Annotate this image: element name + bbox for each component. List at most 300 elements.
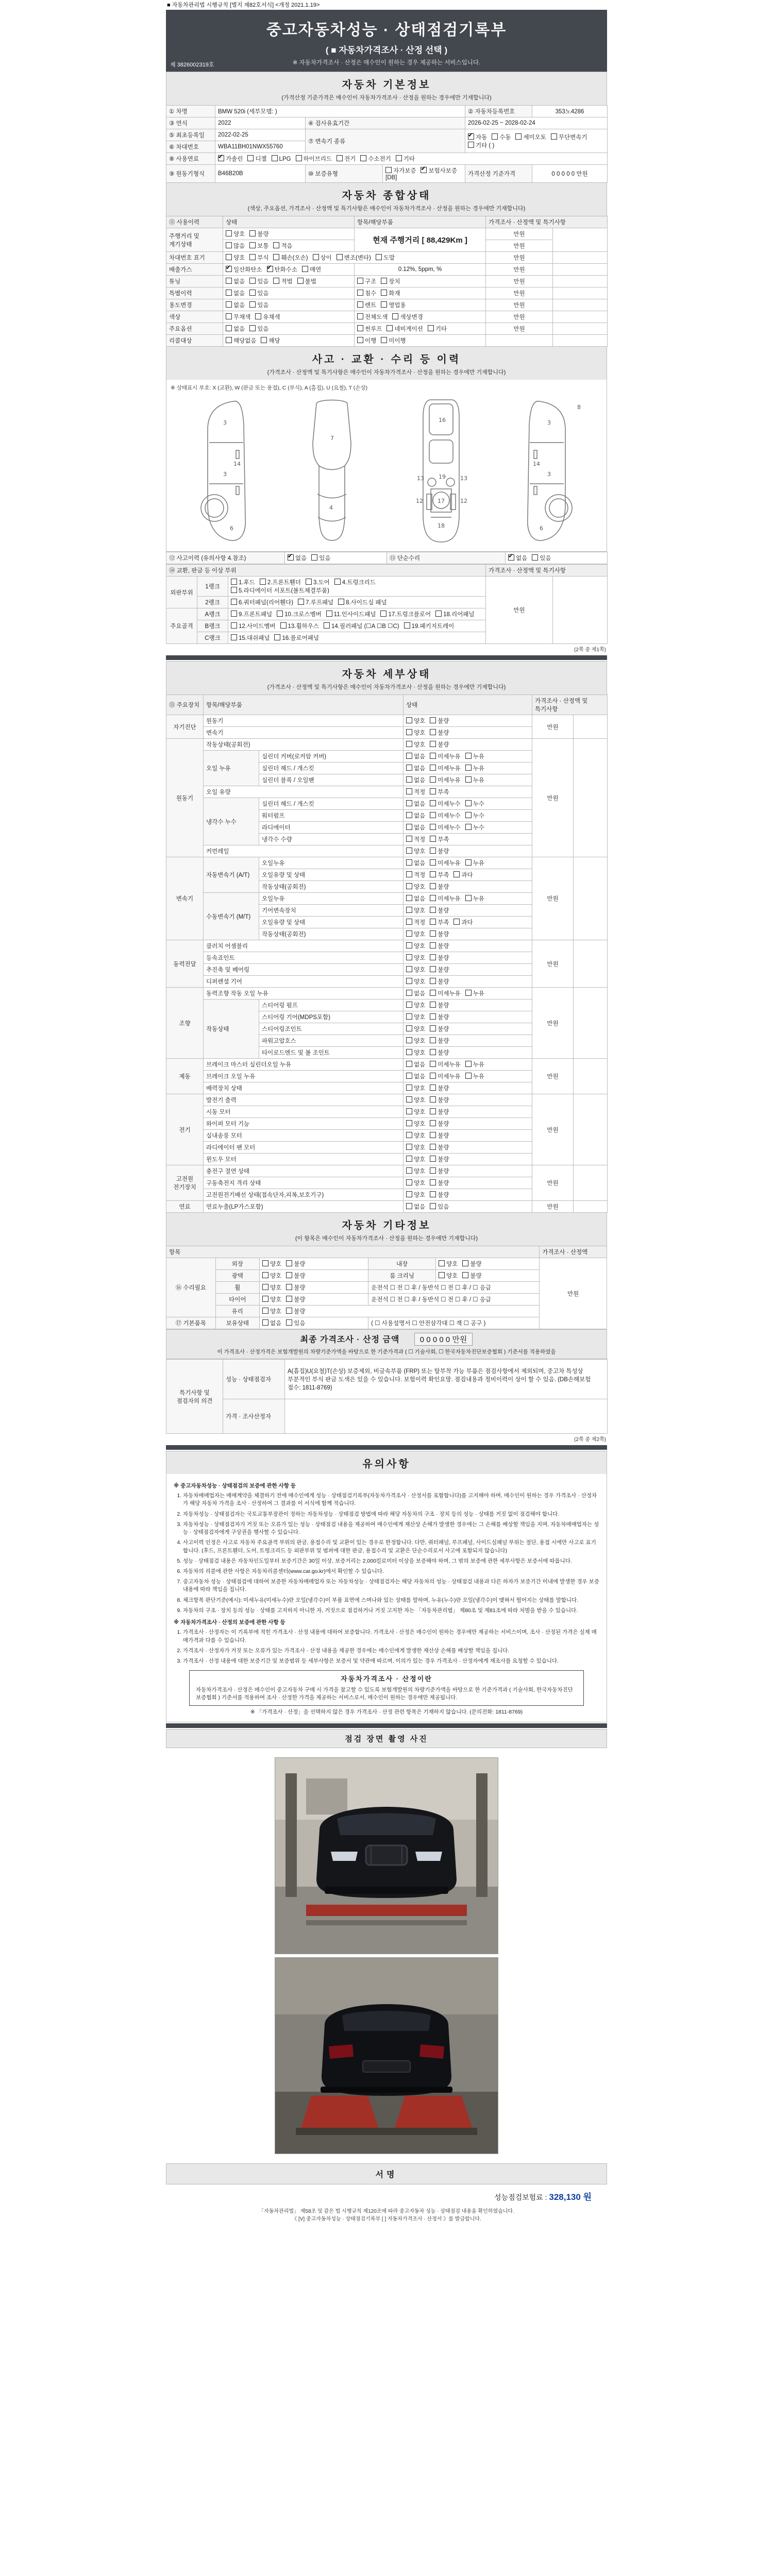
checkbox-option[interactable]: 양호 (406, 906, 425, 914)
checkbox-icon[interactable] (430, 776, 436, 783)
checkbox-icon[interactable] (465, 895, 472, 901)
checkbox-option[interactable]: 10.크로스멤버 (277, 610, 322, 618)
checkbox-icon[interactable] (262, 1296, 268, 1302)
checkbox-option[interactable]: 디젤 (247, 155, 266, 163)
checkbox-option[interactable]: 없음 (406, 1072, 425, 1080)
checkbox-option[interactable]: 없음 (226, 289, 245, 297)
checkbox-icon[interactable] (249, 254, 256, 260)
checkbox-icon[interactable] (280, 622, 287, 629)
checkbox-option[interactable]: 기타 (428, 325, 447, 333)
checkbox-icon[interactable] (406, 1120, 412, 1126)
checkbox-icon[interactable] (231, 634, 237, 640)
checkbox-option[interactable]: 불량 (430, 1001, 449, 1009)
checkbox-icon[interactable] (406, 907, 412, 913)
checkbox-option[interactable]: 13.휠하우스 (280, 622, 319, 630)
checkbox-option[interactable]: 변조(변타) (337, 253, 371, 262)
checkbox-icon[interactable] (249, 325, 256, 331)
checkbox-icon[interactable] (430, 1108, 436, 1114)
checkbox-icon[interactable] (286, 1284, 292, 1290)
checkbox-option[interactable]: 불량 (249, 230, 268, 238)
checkbox-option[interactable]: 불량 (430, 1025, 449, 1033)
checkbox-option[interactable]: 불량 (430, 965, 449, 974)
checkbox-option[interactable]: 침수 (357, 289, 376, 297)
checkbox-option[interactable]: 썬루프 (357, 325, 382, 333)
checkbox-option[interactable]: 있음 (249, 289, 268, 297)
checkbox-icon[interactable] (430, 1167, 436, 1174)
checkbox-icon[interactable] (273, 278, 279, 284)
checkbox-icon[interactable] (465, 859, 472, 866)
checkbox-option[interactable]: ✔ 없음 (508, 554, 527, 562)
checkbox-icon[interactable] (430, 919, 436, 925)
checkbox-option[interactable]: 3.도어 (306, 578, 330, 586)
checkbox-option[interactable]: 12.사이드멤버 (231, 622, 276, 630)
checkbox-option[interactable]: 미세누유 (430, 1060, 460, 1069)
checkbox-icon[interactable] (386, 325, 393, 331)
checkbox-icon[interactable] (337, 155, 343, 161)
checkbox-icon[interactable] (272, 155, 278, 161)
checkbox-option[interactable]: 미세누수 (430, 800, 460, 808)
checkbox-icon[interactable] (430, 978, 436, 984)
checkbox-option[interactable]: 양호 (406, 847, 425, 855)
checkbox-option[interactable]: 있음 (249, 277, 268, 285)
checkbox-option[interactable]: 없음 (406, 823, 425, 832)
checkbox-option[interactable]: 불량 (430, 1179, 449, 1187)
checkbox-icon[interactable] (465, 1073, 472, 1079)
checkbox-icon[interactable] (406, 919, 412, 925)
checkbox-icon[interactable] (406, 1025, 412, 1031)
checkbox-icon[interactable] (357, 290, 363, 296)
checkbox-option[interactable]: 없음 (262, 1319, 281, 1327)
checkbox-option[interactable]: 양호 (406, 1096, 425, 1104)
checkbox-icon[interactable] (430, 848, 436, 854)
checkbox-option[interactable]: 있음 (249, 325, 268, 333)
checkbox-icon[interactable] (406, 1179, 412, 1185)
checkbox-icon[interactable] (338, 599, 344, 605)
checkbox-option[interactable]: 도말 (376, 253, 395, 262)
checkbox-icon[interactable] (326, 611, 332, 617)
checkbox-icon[interactable] (380, 611, 386, 617)
checkbox-icon[interactable] (406, 1084, 412, 1091)
checkbox-icon[interactable] (406, 800, 412, 806)
checkbox-option[interactable]: 없음 (406, 859, 425, 867)
checkbox-icon[interactable] (439, 1272, 445, 1278)
checkbox-option[interactable]: 적음 (273, 242, 292, 250)
checkbox-icon[interactable] (274, 634, 280, 640)
checkbox-icon[interactable] (226, 337, 232, 343)
checkbox-icon[interactable] (262, 1272, 268, 1278)
checkbox-icon[interactable] (273, 242, 279, 248)
checkbox-option[interactable]: 있음 (286, 1319, 305, 1327)
checkbox-option[interactable]: 양호 (406, 883, 425, 891)
checkbox-icon[interactable] (406, 812, 412, 818)
checkbox-option[interactable]: 양호 (406, 1025, 425, 1033)
checkbox-icon[interactable] (406, 836, 412, 842)
checkbox-option[interactable]: 양호 (406, 1013, 425, 1021)
checkbox-icon[interactable] (430, 800, 436, 806)
checkbox-option[interactable]: 양호 (262, 1272, 281, 1280)
checkbox-option[interactable]: 없음 (226, 277, 245, 285)
checkbox-icon[interactable] (430, 895, 436, 901)
checkbox-option[interactable]: 적법 (273, 277, 292, 285)
checkbox-option[interactable]: 보통 (249, 242, 268, 250)
checkbox-icon[interactable] (218, 155, 224, 161)
checkbox-icon[interactable] (465, 812, 472, 818)
checkbox-icon[interactable] (430, 942, 436, 948)
checkbox-option[interactable]: 해당 (261, 336, 280, 345)
checkbox-option[interactable]: 양호 (406, 977, 425, 986)
checkbox-option[interactable]: ✔ 일산화탄소 (226, 265, 262, 274)
checkbox-icon[interactable] (406, 1013, 412, 1020)
checkbox-option[interactable]: 미세누수 (430, 811, 460, 820)
checkbox-option[interactable]: 구조 (357, 277, 376, 285)
checkbox-option[interactable]: 적정 (406, 835, 425, 843)
checkbox-option[interactable]: 과다 (453, 871, 473, 879)
checkbox-option[interactable]: 불량 (430, 728, 449, 737)
checkbox-option[interactable]: 양호 (406, 728, 425, 737)
checkbox-option[interactable]: 없음 (406, 811, 425, 820)
checkbox-icon[interactable] (277, 611, 283, 617)
checkbox-icon[interactable] (357, 325, 363, 331)
checkbox-option[interactable]: 미세누유 (430, 764, 460, 772)
checkbox-icon[interactable] (249, 301, 256, 308)
checkbox-icon[interactable] (430, 1156, 436, 1162)
checkbox-option[interactable]: 누유 (465, 1072, 484, 1080)
checkbox-option[interactable]: 불량 (430, 1155, 449, 1163)
checkbox-option[interactable]: 미세누유 (430, 752, 460, 760)
checkbox-icon[interactable] (357, 301, 363, 308)
checkbox-icon[interactable] (249, 290, 256, 296)
checkbox-option[interactable]: 양호 (406, 1001, 425, 1009)
checkbox-option[interactable]: 수소전기 (360, 155, 391, 163)
checkbox-icon[interactable] (324, 622, 330, 629)
checkbox-icon[interactable] (406, 859, 412, 866)
checkbox-option[interactable]: 누수 (465, 800, 484, 808)
checkbox-icon[interactable] (406, 1061, 412, 1067)
checkbox-icon[interactable] (430, 1061, 436, 1067)
checkbox-option[interactable]: 19.패키지트레이 (404, 622, 455, 630)
checkbox-icon[interactable] (286, 1272, 292, 1278)
checkbox-icon[interactable] (226, 278, 232, 284)
checkbox-option[interactable]: 양호 (262, 1307, 281, 1315)
checkbox-icon[interactable] (286, 1319, 292, 1326)
checkbox-icon[interactable] (262, 1260, 268, 1266)
checkbox-icon[interactable] (406, 954, 412, 960)
checkbox-icon[interactable] (430, 1144, 436, 1150)
checkbox-option[interactable]: 6.쿼터패널(리어휀다) (231, 598, 293, 606)
checkbox-icon[interactable] (430, 753, 436, 759)
checkbox-icon[interactable] (439, 1260, 445, 1266)
checkbox-icon[interactable] (430, 1049, 436, 1055)
checkbox-option[interactable]: 없음 (406, 752, 425, 760)
checkbox-icon[interactable] (247, 155, 254, 161)
checkbox-option[interactable]: 불량 (430, 1191, 449, 1199)
checkbox-option[interactable]: 17.트렁크플로어 (380, 610, 431, 618)
checkbox-icon[interactable] (430, 836, 436, 842)
checkbox-icon[interactable] (465, 776, 472, 783)
checkbox-icon[interactable] (406, 776, 412, 783)
checkbox-option[interactable]: 양호 (406, 1048, 425, 1057)
checkbox-icon[interactable] (406, 824, 412, 830)
checkbox-option[interactable]: 양호 (406, 1108, 425, 1116)
checkbox-option[interactable]: 미이행 (381, 336, 406, 345)
checkbox-option[interactable]: 불법 (297, 277, 316, 285)
checkbox-icon[interactable] (430, 812, 436, 818)
checkbox-option[interactable]: 불량 (430, 847, 449, 855)
checkbox-icon[interactable] (551, 133, 557, 140)
checkbox-icon[interactable] (306, 579, 312, 585)
checkbox-icon[interactable] (249, 230, 256, 236)
checkbox-option[interactable]: 상이 (313, 253, 332, 262)
checkbox-icon[interactable] (255, 313, 261, 319)
checkbox-option[interactable]: 적정 (406, 871, 425, 879)
checkbox-icon[interactable] (231, 622, 237, 629)
checkbox-option[interactable]: 수동 (492, 133, 511, 141)
checkbox-option[interactable]: 양호 (406, 1167, 425, 1175)
checkbox-option[interactable]: 영업용 (381, 301, 406, 309)
checkbox-option[interactable]: 하이브리드 (296, 155, 332, 163)
checkbox-icon[interactable] (430, 990, 436, 996)
checkbox-option[interactable]: 누유 (465, 894, 484, 903)
checkbox-option[interactable]: 누유 (465, 776, 484, 784)
checkbox-option[interactable]: 불량 (286, 1307, 305, 1315)
checkbox-option[interactable]: 불량 (430, 1131, 449, 1140)
checkbox-option[interactable]: 적정 (406, 918, 425, 926)
checkbox-icon[interactable] (396, 155, 402, 161)
checkbox-option[interactable]: 2.프론트휀더 (260, 578, 301, 586)
checkbox-option[interactable]: 있음 (311, 554, 330, 562)
checkbox-option[interactable]: 있음 (532, 554, 551, 562)
checkbox-icon[interactable] (249, 242, 256, 248)
checkbox-icon[interactable] (267, 266, 273, 272)
checkbox-icon[interactable] (406, 1156, 412, 1162)
checkbox-option[interactable]: 미세누유 (430, 989, 460, 997)
checkbox-option[interactable]: 누유 (465, 989, 484, 997)
checkbox-option[interactable]: 8.사이드실 패널 (338, 598, 386, 606)
checkbox-icon[interactable] (508, 554, 514, 561)
checkbox-option[interactable]: 양호 (406, 954, 425, 962)
checkbox-option[interactable]: ✔ 없음 (288, 554, 307, 562)
checkbox-option[interactable]: 과다 (453, 918, 473, 926)
checkbox-icon[interactable] (231, 611, 237, 617)
checkbox-option[interactable]: 전체도색 (357, 313, 388, 321)
checkbox-option[interactable]: 누유 (465, 1060, 484, 1069)
checkbox-option[interactable]: 없음 (406, 776, 425, 784)
checkbox-icon[interactable] (337, 254, 343, 260)
checkbox-option[interactable]: 미세누유 (430, 894, 460, 903)
checkbox-option[interactable]: 화재 (381, 289, 400, 297)
checkbox-icon[interactable] (468, 142, 474, 148)
checkbox-option[interactable]: 불량 (430, 906, 449, 914)
checkbox-icon[interactable] (262, 1284, 268, 1290)
checkbox-icon[interactable] (430, 907, 436, 913)
checkbox-option[interactable]: 없음 (226, 325, 245, 333)
checkbox-option[interactable]: 16.플로어패널 (274, 634, 319, 642)
checkbox-icon[interactable] (262, 1308, 268, 1314)
checkbox-option[interactable]: 불량 (430, 1037, 449, 1045)
checkbox-option[interactable]: 불량 (430, 1048, 449, 1057)
checkbox-icon[interactable] (406, 1132, 412, 1138)
checkbox-option[interactable]: 누유 (465, 859, 484, 867)
checkbox-icon[interactable] (465, 990, 472, 996)
checkbox-option[interactable]: 4.트렁크리드 (334, 578, 376, 586)
checkbox-icon[interactable] (430, 1013, 436, 1020)
checkbox-icon[interactable] (430, 717, 436, 723)
checkbox-option[interactable]: 부족 (430, 918, 449, 926)
checkbox-icon[interactable] (406, 1108, 412, 1114)
checkbox-option[interactable]: 적정 (406, 788, 425, 796)
checkbox-option[interactable]: 양호 (406, 1131, 425, 1140)
checkbox-option[interactable]: 세미오토 (515, 133, 546, 141)
checkbox-option[interactable]: 무단변속기 (551, 133, 587, 141)
checkbox-icon[interactable] (231, 579, 237, 585)
checkbox-option[interactable]: ✔ 보험사보증 (421, 166, 457, 175)
checkbox-option[interactable]: 불량 (462, 1272, 481, 1280)
checkbox-option[interactable]: 매연 (302, 265, 321, 274)
checkbox-option[interactable]: 불량 (462, 1260, 481, 1268)
checkbox-icon[interactable] (298, 599, 304, 605)
checkbox-option[interactable]: 부식 (249, 253, 268, 262)
checkbox-option[interactable]: 미세누유 (430, 859, 460, 867)
checkbox-option[interactable]: 렌트 (357, 301, 376, 309)
checkbox-icon[interactable] (226, 266, 232, 272)
checkbox-icon[interactable] (226, 325, 232, 331)
checkbox-option[interactable]: 9.프론트패널 (231, 610, 272, 618)
checkbox-icon[interactable] (288, 554, 294, 561)
checkbox-icon[interactable] (430, 788, 436, 794)
checkbox-option[interactable]: 양호 (406, 942, 425, 950)
checkbox-icon[interactable] (462, 1260, 468, 1266)
checkbox-icon[interactable] (406, 990, 412, 996)
checkbox-option[interactable]: 불량 (430, 1108, 449, 1116)
checkbox-icon[interactable] (231, 599, 237, 605)
checkbox-icon[interactable] (286, 1296, 292, 1302)
checkbox-icon[interactable] (465, 1061, 472, 1067)
checkbox-icon[interactable] (406, 966, 412, 972)
checkbox-icon[interactable] (406, 1049, 412, 1055)
checkbox-icon[interactable] (226, 301, 232, 308)
checkbox-icon[interactable] (296, 155, 302, 161)
checkbox-option[interactable]: 많음 (226, 242, 245, 250)
checkbox-icon[interactable] (430, 1025, 436, 1031)
checkbox-option[interactable]: 양호 (262, 1295, 281, 1303)
checkbox-icon[interactable] (515, 133, 522, 140)
checkbox-option[interactable]: 양호 (226, 253, 245, 262)
checkbox-icon[interactable] (406, 1073, 412, 1079)
checkbox-option[interactable]: 불량 (286, 1272, 305, 1280)
checkbox-icon[interactable] (430, 765, 436, 771)
checkbox-icon[interactable] (406, 788, 412, 794)
checkbox-icon[interactable] (313, 254, 319, 260)
checkbox-icon[interactable] (385, 167, 392, 173)
checkbox-icon[interactable] (231, 587, 237, 593)
checkbox-icon[interactable] (406, 871, 412, 877)
checkbox-option[interactable]: 불량 (430, 942, 449, 950)
checkbox-option[interactable]: 불량 (430, 717, 449, 725)
checkbox-option[interactable]: 유채색 (255, 313, 280, 321)
checkbox-option[interactable]: 7.루프패널 (298, 598, 333, 606)
checkbox-option[interactable]: 누유 (465, 764, 484, 772)
checkbox-option[interactable]: 부족 (430, 788, 449, 796)
checkbox-option[interactable]: 불량 (430, 1084, 449, 1092)
checkbox-option[interactable]: 이행 (357, 336, 376, 345)
checkbox-icon[interactable] (406, 1167, 412, 1174)
checkbox-icon[interactable] (430, 1179, 436, 1185)
checkbox-option[interactable]: 무채색 (226, 313, 250, 321)
checkbox-option[interactable]: 색상변경 (392, 313, 423, 321)
checkbox-icon[interactable] (226, 230, 232, 236)
checkbox-icon[interactable] (465, 765, 472, 771)
checkbox-option[interactable]: ✔ 가솔린 (218, 155, 243, 163)
checkbox-option[interactable]: 양호 (439, 1272, 458, 1280)
checkbox-icon[interactable] (532, 554, 538, 561)
checkbox-option[interactable]: 양호 (406, 1143, 425, 1151)
checkbox-icon[interactable] (406, 978, 412, 984)
checkbox-option[interactable]: ✔ 탄화수소 (267, 265, 297, 274)
checkbox-option[interactable]: 불량 (430, 930, 449, 938)
checkbox-icon[interactable] (226, 290, 232, 296)
checkbox-option[interactable]: 불량 (286, 1283, 305, 1292)
checkbox-icon[interactable] (273, 254, 279, 260)
checkbox-icon[interactable] (334, 579, 341, 585)
checkbox-icon[interactable] (249, 278, 256, 284)
checkbox-option[interactable]: 없음 (406, 1202, 425, 1211)
checkbox-icon[interactable] (357, 313, 363, 319)
checkbox-icon[interactable] (406, 717, 412, 723)
checkbox-icon[interactable] (465, 753, 472, 759)
checkbox-icon[interactable] (381, 290, 387, 296)
checkbox-icon[interactable] (406, 1191, 412, 1197)
checkbox-icon[interactable] (406, 848, 412, 854)
checkbox-icon[interactable] (430, 859, 436, 866)
checkbox-icon[interactable] (260, 579, 266, 585)
checkbox-icon[interactable] (430, 1037, 436, 1043)
checkbox-icon[interactable] (453, 871, 460, 877)
checkbox-icon[interactable] (262, 1319, 268, 1326)
checkbox-option[interactable]: 양호 (406, 1120, 425, 1128)
checkbox-option[interactable]: 불량 (430, 1167, 449, 1175)
checkbox-option[interactable]: 기타 (396, 155, 415, 163)
checkbox-option[interactable]: 11.인사이드패널 (326, 610, 376, 618)
checkbox-icon[interactable] (430, 883, 436, 889)
checkbox-icon[interactable] (465, 800, 472, 806)
checkbox-icon[interactable] (406, 1002, 412, 1008)
checkbox-option[interactable]: 14.필러패널 (☐A ☐B ☐C) (324, 622, 399, 630)
checkbox-icon[interactable] (406, 729, 412, 735)
checkbox-option[interactable]: 있음 (249, 301, 268, 309)
checkbox-option[interactable]: 없음 (406, 800, 425, 808)
checkbox-option[interactable]: 양호 (406, 930, 425, 938)
checkbox-icon[interactable] (226, 254, 232, 260)
checkbox-icon[interactable] (430, 1084, 436, 1091)
checkbox-icon[interactable] (261, 337, 267, 343)
checkbox-icon[interactable] (430, 1002, 436, 1008)
checkbox-icon[interactable] (406, 930, 412, 937)
checkbox-icon[interactable] (492, 133, 498, 140)
checkbox-icon[interactable] (404, 622, 410, 629)
checkbox-icon[interactable] (406, 741, 412, 747)
checkbox-icon[interactable] (286, 1260, 292, 1266)
checkbox-option[interactable]: 양호 (406, 1179, 425, 1187)
checkbox-icon[interactable] (381, 301, 387, 308)
checkbox-icon[interactable] (430, 871, 436, 877)
checkbox-option[interactable]: 불량 (430, 1120, 449, 1128)
checkbox-icon[interactable] (406, 753, 412, 759)
checkbox-option[interactable]: 누유 (465, 752, 484, 760)
checkbox-option[interactable]: 없음 (406, 989, 425, 997)
checkbox-option[interactable]: 없음 (406, 1060, 425, 1069)
checkbox-option[interactable]: 양호 (262, 1260, 281, 1268)
checkbox-icon[interactable] (430, 741, 436, 747)
